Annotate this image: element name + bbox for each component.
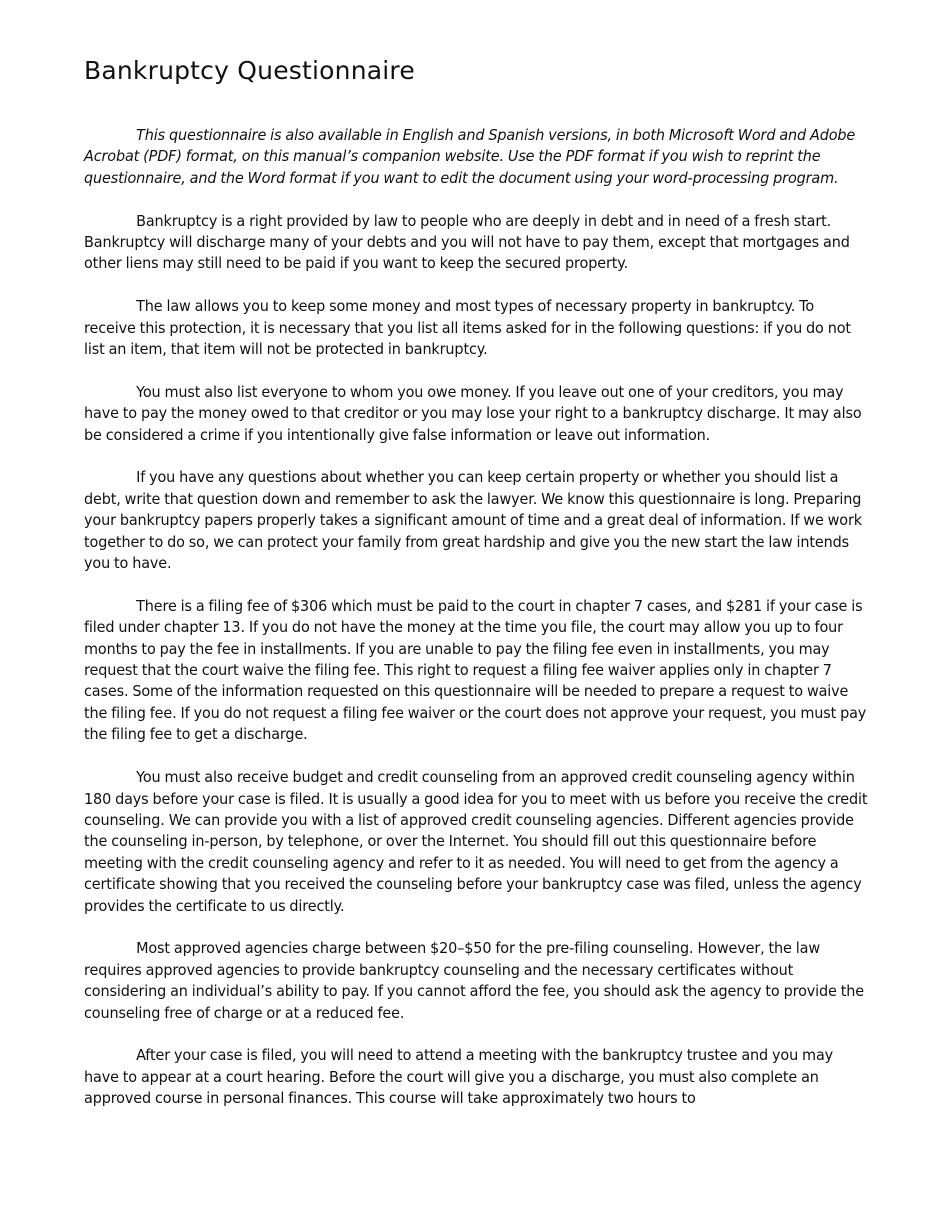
paragraph-questions: If you have any questions about whether you can keep certain property or whether you should list a debt, write that question down and remember to ask the lawyer. We know this questionnaire is long. Preparing your bankruptcy papers properly takes a significant amount of time and a great deal of information. If we work together to do so, we can protect your family from great hardship and give you the new start the law intends you to have. xyxy=(84,468,862,573)
paragraph-agency-charges: Most approved agencies charge between $20–$50 for the pre-filing counseling. However, the law requires approved agencies to provide bankruptcy counseling and the necessary certificates without considering an individual’s ability to pay. If you cannot afford the fee, you should ask the agency to provide the counseling free of charge or at a reduced fee. xyxy=(84,939,864,1022)
paragraph-filing-fee: There is a filing fee of $306 which must be paid to the court in chapter 7 cases, and $281 if your case is filed under chapter 13. If you do not have the money at the time you file, the court may allow you up to four months to pay the fee in installments. If you are unable to pay the filing fee even in installments, you may request that the court waive the filing fee. This right to request a filing fee waiver applies only in chapter 7 cases. Some of the information requested on this questionnaire will be needed to prepare a request to waive the filing fee. If you do not request a filing fee waiver or the court does not approve your request, you must pay the filing fee to get a discharge. xyxy=(84,596,867,744)
paragraph-bankruptcy-right: Bankruptcy is a right provided by law to people who are deeply in debt and in need of a fresh start. Bankruptcy will discharge many of your debts and you will not have to pay them, except that mortgages and other liens may still need to be paid if you want to keep the secured property. xyxy=(84,211,850,273)
paragraph-credit-counseling: You must also receive budget and credit counseling from an approved credit counseling agency within 180 days before your case is filed. It is usually a good idea for you to meet with us before you receive the credit counseling. We can provide you with a list of approved credit counseling agencies. Different agencies provide the counseling in-person, by telephone, or over the Internet. You should fill out this questionnaire before meeting with the credit counseling agency and refer to it as needed. You will need to get from the agency a certificate showing that you received the counseling before your bankruptcy case was filed, unless the agency provides the certificate to us directly. xyxy=(84,768,868,915)
document-title: Bankruptcy Questionnaire xyxy=(84,56,415,85)
intro-paragraph: This questionnaire is also available in English and Spanish versions, in both Microsoft Word and Adobe Acrobat (PDF) format, on this manual’s companion website. Use the PDF format if you wish to reprint the questionnaire, and the Word format if you want to edit the document using your word-processing program. xyxy=(84,126,856,187)
paragraph-list-creditors: You must also list everyone to whom you owe money. If you leave out one of your creditors, you may have to pay the money owed to that creditor or you may lose your right to a bankruptcy discharge. It may also be considered a crime if you intentionally give false information or leave out information. xyxy=(84,382,862,444)
document-page xyxy=(84,56,868,1131)
paragraph-after-filing: After your case is filed, you will need to attend a meeting with the bankruptcy trustee and you may have to appear at a court hearing. Before the court will give you a discharge, you must also complete an approved course in personal finances. This course will take approximately two hours to xyxy=(84,1046,834,1108)
paragraph-property-protection: The law allows you to keep some money and most types of necessary property in bankruptcy. To receive this protection, it is necessary that you list all items asked for in the following questions: if you do not list an item, that item will not be protected in bankruptcy. xyxy=(84,297,851,359)
